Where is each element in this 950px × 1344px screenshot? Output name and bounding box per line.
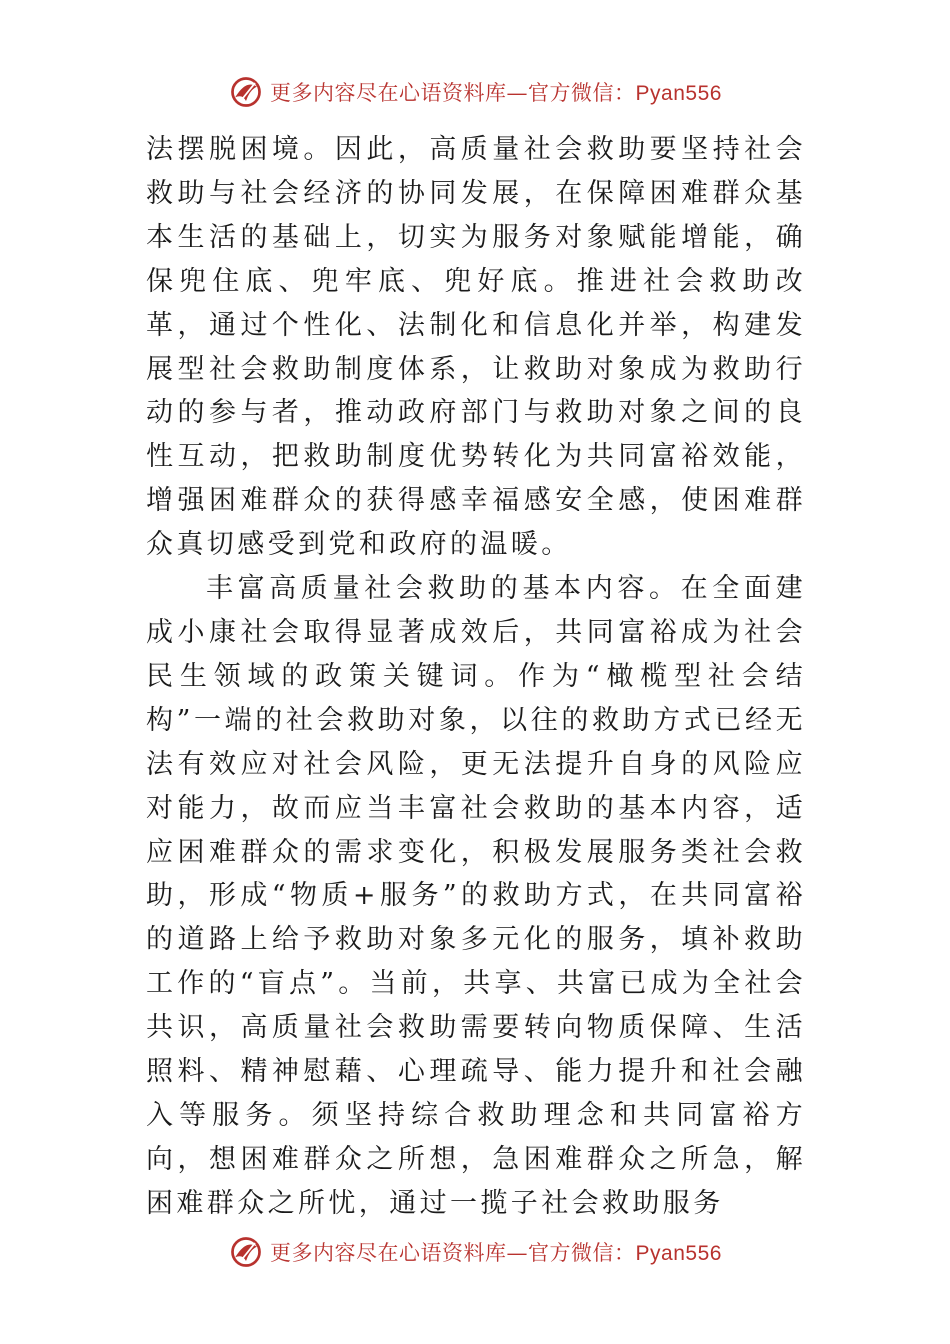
document-body <box>146 128 806 1226</box>
footer-banner <box>0 1232 950 1272</box>
footer-banner-label: 更多内容尽在心语资料库—官方微信： <box>270 1241 636 1265</box>
footer-banner-text <box>270 1237 722 1267</box>
header-banner-label: 更多内容尽在心语资料库—官方微信： <box>270 81 636 105</box>
red-swirl-logo-icon <box>228 1234 264 1270</box>
header-banner <box>0 72 950 112</box>
header-banner-text <box>270 77 722 107</box>
header-wechat-handle: Pyan556 <box>635 82 722 105</box>
footer-wechat-handle: Pyan556 <box>635 1242 722 1265</box>
paragraph-1: 法摆脱困境。因此，高质量社会救助要坚持社会救助与社会经济的协同发展，在保障困难群众基本生活的基础上，切实为服务对象赋能增能，确保兜住底、兜牢底、兜好底。推进社会救助改革，通过个性化、法制化和信息化并举，构建发展型社会救助制度体系，让救助对象成为救助行动的参与者，推动政府部门与救助对象之间的良性互动，把救助制度优势转化为共同富裕效能，增强困难群众的获得感幸福感安全感，使困难群众真切感受到党和政府的温暖。 <box>146 134 806 561</box>
red-swirl-logo-icon <box>228 74 264 110</box>
paragraph-2: 丰富高质量社会救助的基本内容。在全面建成小康社会取得显著成效后，共同富裕成为社会民生领域的政策关键词。作为“橄榄型社会结构”一端的社会救助对象，以往的救助方式已经无法有效应对社会风险，更无法提升自身的风险应对能力，故而应当丰富社会救助的基本内容，适应困难群众的需求变化，积极发展服务类社会救助，形成“物质+服务”的救助方式，在共同富裕的道路上给予救助对象多元化的服务，填补救助工作的“盲点”。当前，共享、共富已成为全社会共识，高质量社会救助需要转向物质保障、生活照料、精神慰藉、心理疏导、能力提升和社会融入等服务。须坚持综合救助理念和共同富裕方向，想困难群众之所想，急困难群众之所急，解困难群众之所忧，通过一揽子社会救助服务 <box>146 573 806 1219</box>
